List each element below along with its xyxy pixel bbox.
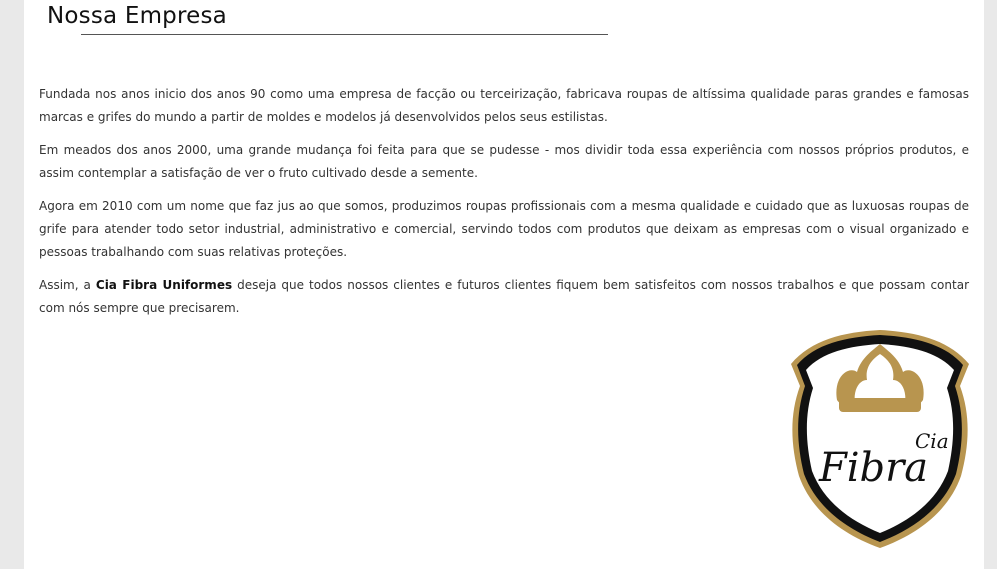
paragraph-4-suffix: deseja que todos nossos clientes e futuros clientes fiquem bem satisfeitos com nossos trabalhos e que possam contar com nós sempre que precisarem. bbox=[39, 278, 970, 315]
paragraph-1: Fundada nos anos inicio dos anos 90 como uma empresa de facção ou terceirização, fabricava roupas de altíssima qualidade paras grandes e famosas marcas e grifes do mundo a partir de moldes e modelos já desenvolvidos pelos seus estilistas. bbox=[39, 87, 969, 124]
paragraph-4 bbox=[39, 274, 969, 320]
cia-fibra-logo bbox=[789, 328, 971, 550]
paragraph-4-prefix: Assim, a bbox=[39, 278, 96, 292]
title-divider bbox=[81, 34, 608, 35]
paragraph-3: Agora em 2010 com um nome que faz jus ao que somos, produzimos roupas profissionais com a mesma qualidade e cuidado que as luxuosas roupas de grife para atender todo setor industrial, administrativo e comercial, servindo todos com produtos que deixam as empresas com o visual organizado e pessoas trabalhando com suas relativas proteções. bbox=[39, 199, 969, 259]
brand-name: Cia Fibra Uniformes bbox=[95, 278, 233, 292]
logo-line2: Fibra bbox=[819, 445, 929, 491]
logo-line1: Cia bbox=[915, 429, 949, 453]
content-panel bbox=[24, 0, 984, 569]
about-text bbox=[39, 83, 969, 330]
page-title: Nossa Empresa bbox=[47, 3, 227, 29]
paragraph-2: Em meados dos anos 2000, uma grande mudança foi feita para que se pudesse - mos dividir toda essa experiência com nossos próprios produtos, e assim contemplar a satisfação de ver o fruto cultivado desde a semente. bbox=[39, 143, 969, 180]
